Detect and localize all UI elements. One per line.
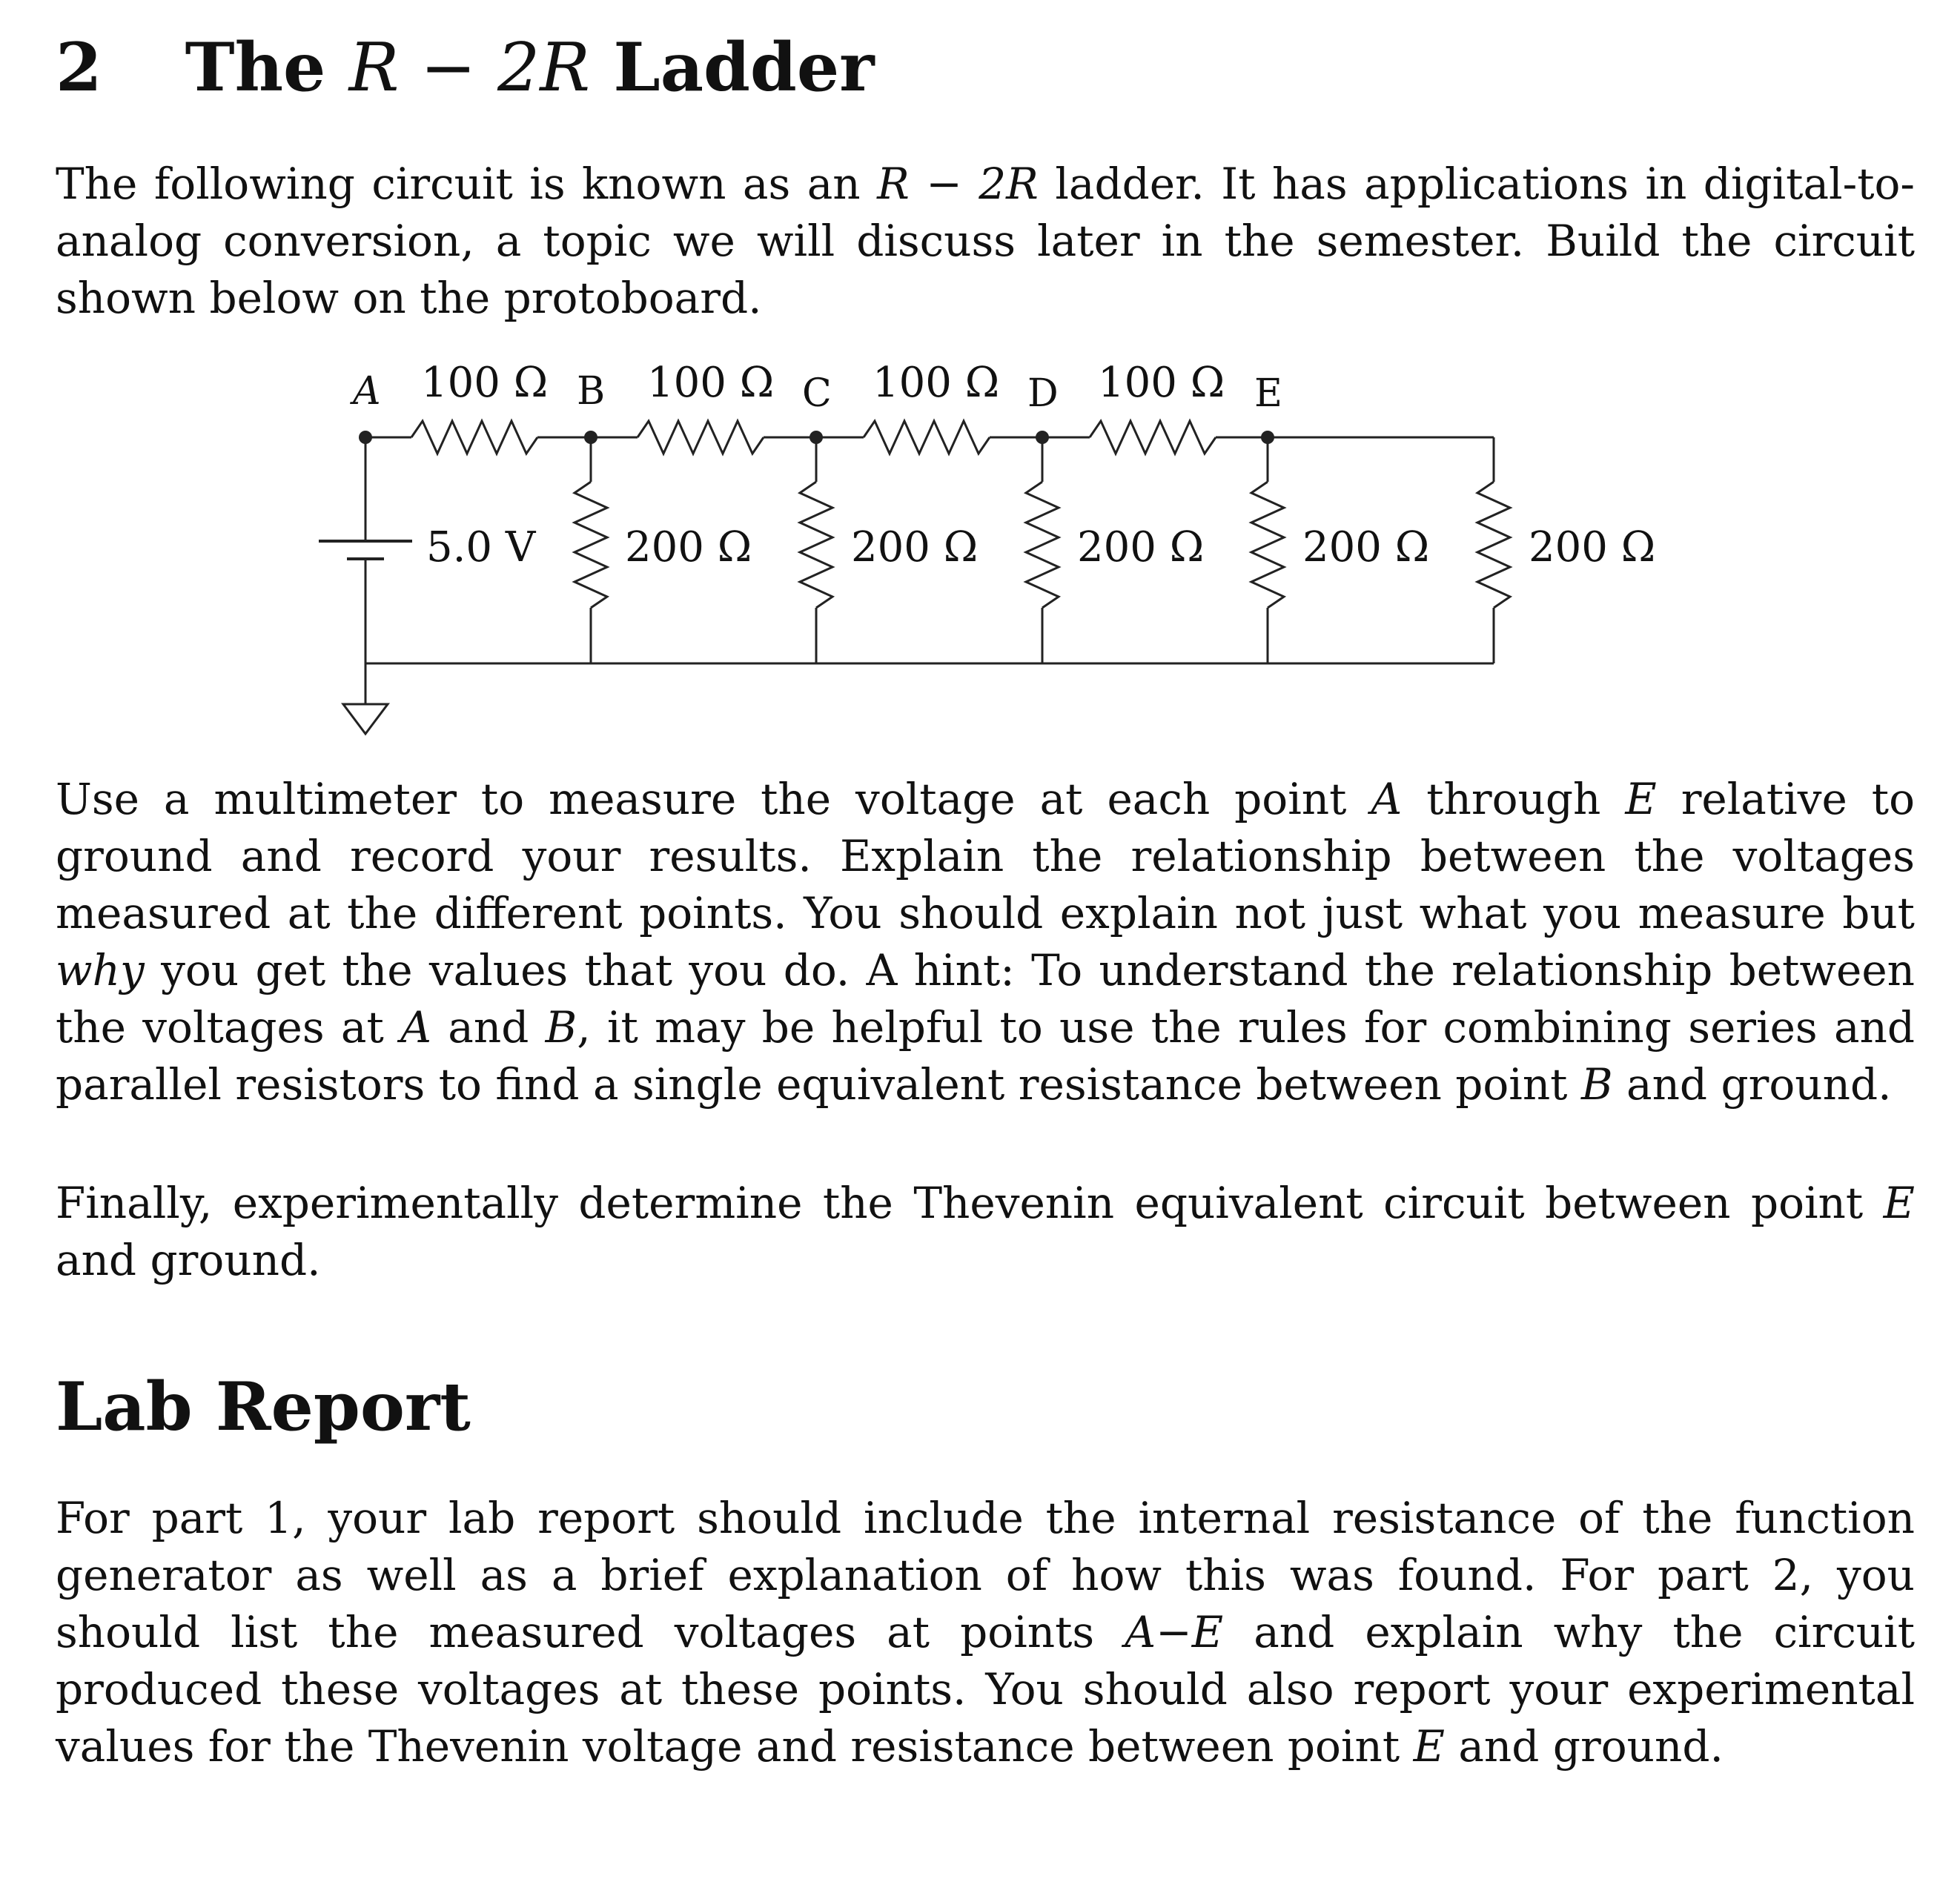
node-label-e: E [1254,371,1282,416]
section-title-pre: The [185,28,326,107]
math-var: A [1125,1607,1156,1657]
shunt-resistor-label: 200 Ω [625,523,752,571]
battery-icon [319,541,412,559]
resistor-shunt-c [800,482,832,608]
resistor-shunt-end [1477,482,1510,608]
math-var: E [1413,1721,1445,1772]
math-var: E [1191,1607,1224,1657]
measure-text: , it may be helpful to use the rules for combining series and parallel resistors to find a single equivalent resistance between point [56,1002,1916,1110]
intro-math: R − 2R [877,159,1039,209]
shunt-resistor-label: 200 Ω [851,523,979,571]
lab-report-text: For part 1, your lab report should include the internal resistance of the function generator as well as a brief explanation of how this was found. For part 2, you should list the measured voltages at points [56,1493,1915,1657]
resistor-series-cd [864,421,990,454]
series-resistor-label: 100 Ω [421,359,549,407]
source-voltage-label: 5.0 V [426,523,536,571]
section-title-math: R − 2R [348,29,591,107]
lab-report-text: and explain why the circuit produced these voltages at these points. You should also report your experimental values for the Thevenin voltage and resistance between point [56,1607,1916,1772]
lab-report-heading: Lab Report [56,1368,471,1446]
math-var: E [1883,1178,1915,1228]
measure-text: and ground. [1626,1059,1892,1110]
series-resistor-label: 100 Ω [647,359,775,407]
math-var: B [545,1002,577,1053]
math-var: A [1371,774,1403,824]
series-resistor-label: 100 Ω [873,359,1000,407]
node-label-a: A [353,369,381,414]
math-var: B [1580,1059,1613,1110]
measure-text: through [1426,774,1601,824]
node-c-dot [810,431,823,444]
node-b-dot [584,431,597,444]
finally-text: and ground. [56,1235,321,1285]
math-dash: − [1156,1607,1192,1657]
measure-text: Use a multimeter to measure the voltage at each point [56,774,1347,824]
node-label-c: C [802,371,832,416]
resistor-shunt-b [575,482,607,608]
resistor-shunt-e [1251,482,1284,608]
emphasis: why [56,945,145,995]
resistor-shunt-d [1026,482,1059,608]
measure-text: you get the values that you do. A hint: To understand the relationship between the voltages at [56,945,1916,1053]
shunt-resistor-label: 200 Ω [1529,523,1656,571]
math-var: A [400,1002,431,1053]
section-number: 2 [56,28,102,107]
intro-text-1: The following circuit is known as an [56,159,861,209]
finally-text: Finally, experimentally determine the Thevenin equivalent circuit between point [56,1178,1864,1228]
intro-text-2: ladder. It has applications in digital-to-analog conversion, a topic we will discuss later in the semester. Build the circuit shown below on the protoboard. [56,159,1916,323]
math-var: E [1625,774,1657,824]
resistor-series-ab [411,421,537,454]
resistor-series-bc [638,421,764,454]
measure-text: and [448,1002,529,1053]
series-resistor-label: 100 Ω [1098,359,1225,407]
node-a-dot [359,431,372,444]
node-d-dot [1036,431,1049,444]
lab-report-text: and ground. [1458,1721,1724,1772]
section-title-post: Ladder [613,28,875,107]
node-label-b: B [577,369,606,414]
shunt-resistor-label: 200 Ω [1077,523,1205,571]
measure-text: relative to ground and record your results. Explain the relationship between the voltages measured at the different points. You should explain not just what you measure but [56,774,1916,938]
ground-icon [343,704,388,734]
shunt-resistor-label: 200 Ω [1302,523,1430,571]
node-label-d: D [1027,371,1059,416]
resistor-series-de [1090,421,1216,454]
node-e-dot [1261,431,1274,444]
